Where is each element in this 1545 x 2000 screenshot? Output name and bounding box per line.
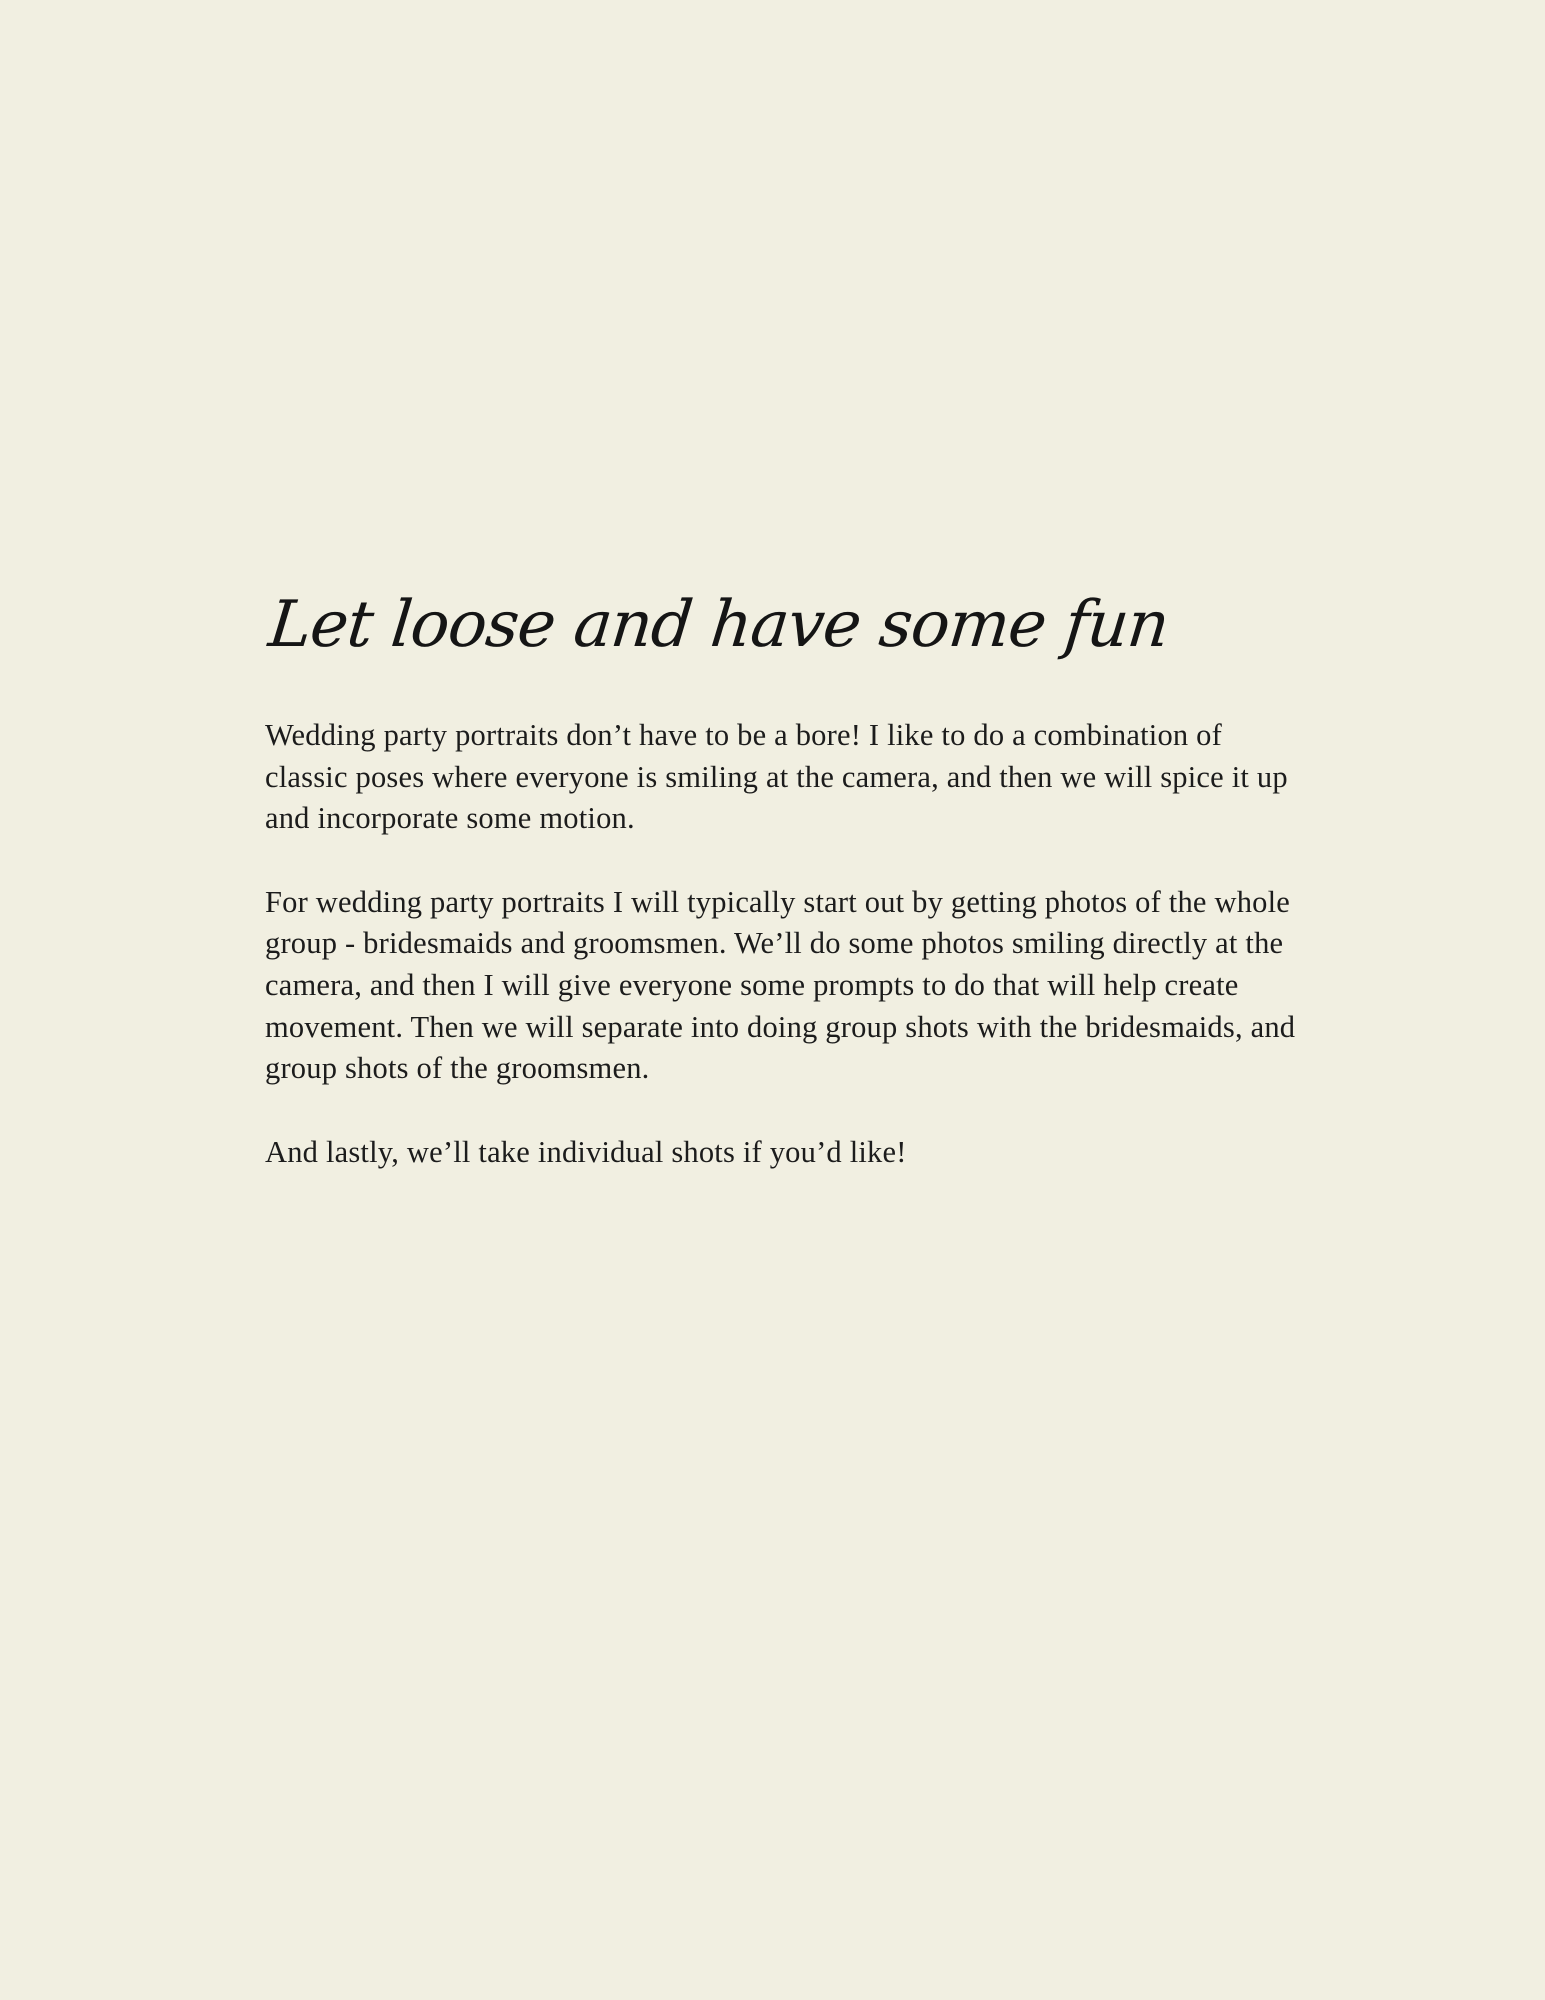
intro-paragraph: Wedding party portraits don’t have to be a bore! I like to do a combination of classic poses where everyone is smiling at the camera, and then we will spice it up and incorporate some motion.	[265, 718, 1288, 836]
closing-paragraph: And lastly, we’ll take individual shots if you’d like!	[265, 1134, 907, 1169]
page-heading: Let loose and have some fun	[265, 588, 1172, 662]
page-content	[265, 585, 1305, 1215]
process-paragraph: For wedding party portraits I will typically start out by getting photos of the whole group - bridesmaids and groomsmen. We’ll do some photos smiling directly at the camera, and then I will give everyone some prompts to do that will help create movement. Then we will separate into doing group shots with the bridesmaids, and group shots of the groomsmen.	[265, 884, 1296, 1086]
